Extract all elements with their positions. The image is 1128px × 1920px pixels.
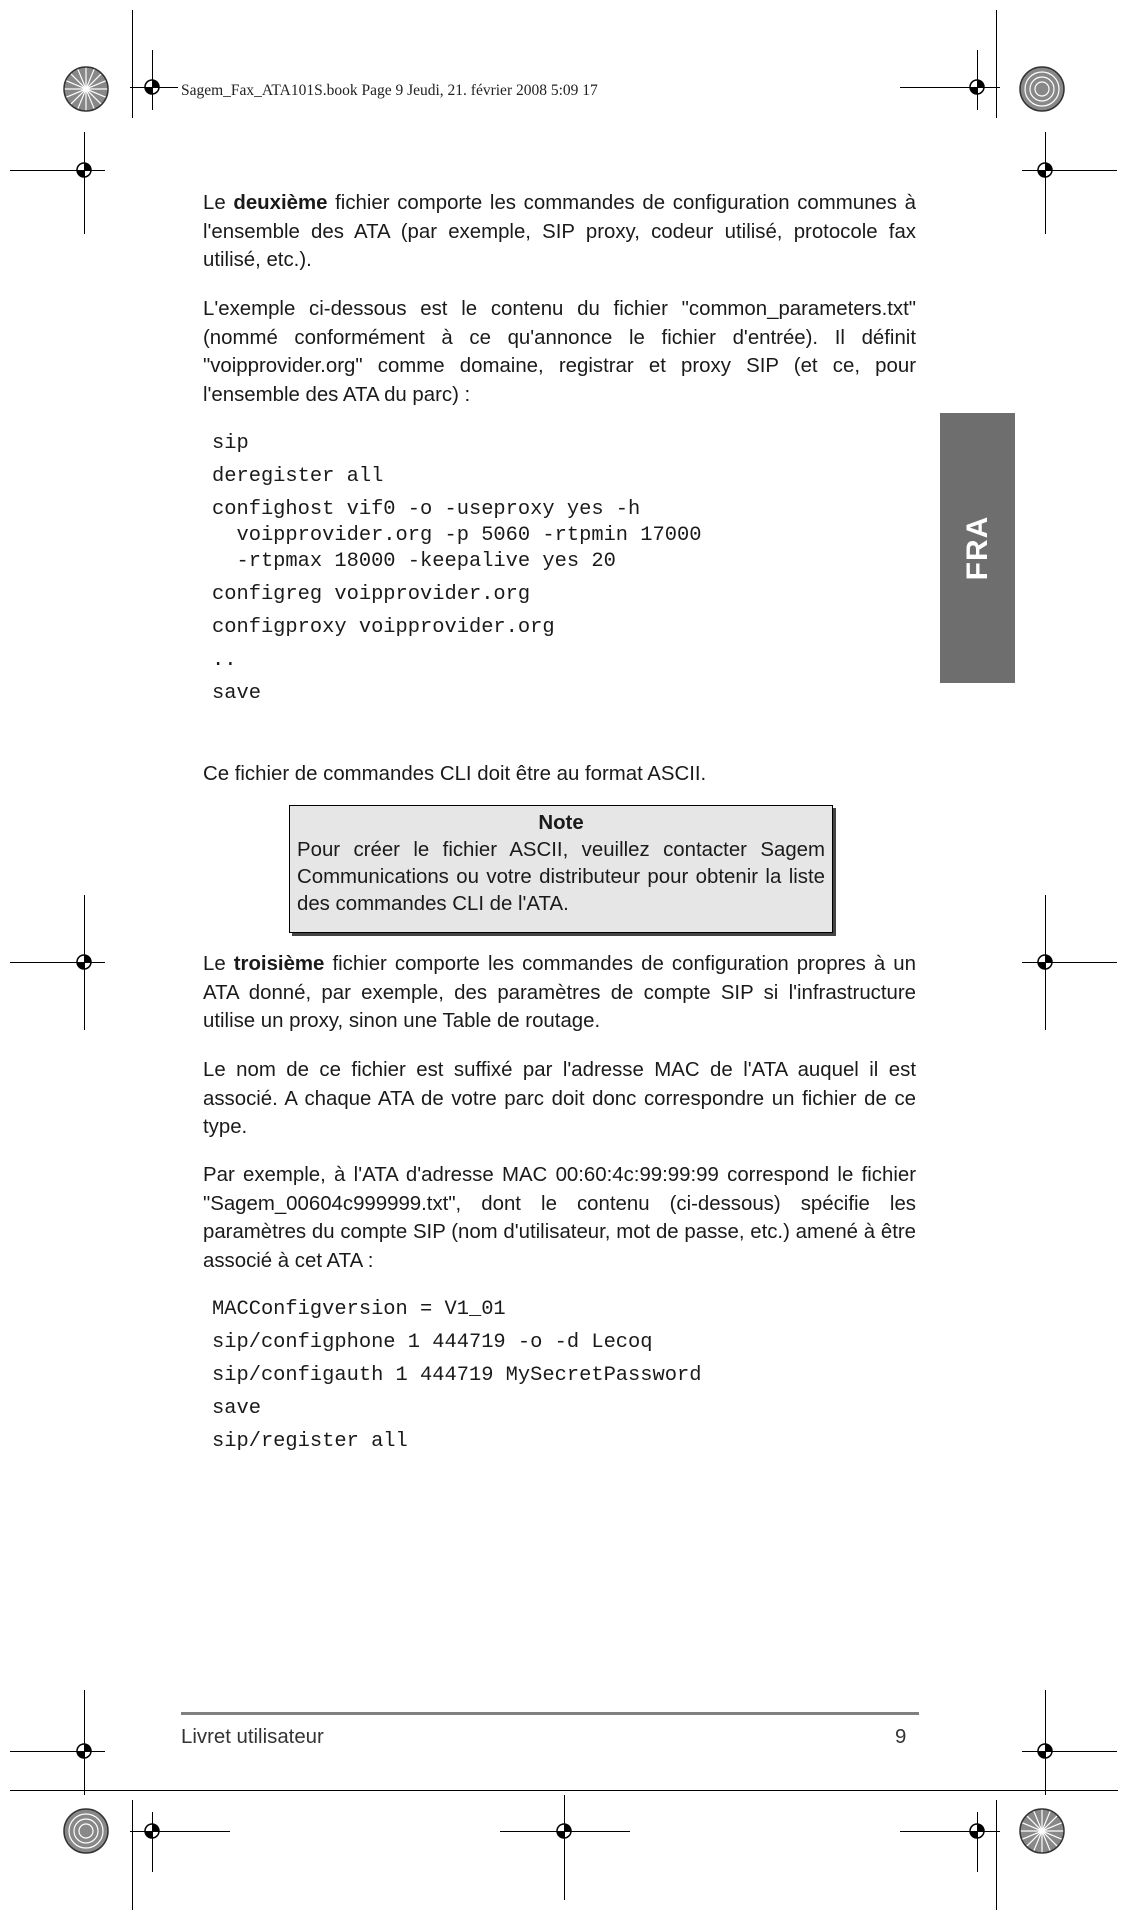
code-line: configreg voipprovider.org (212, 583, 531, 606)
page-number: 9 (895, 1726, 907, 1748)
code-line: save (212, 682, 261, 705)
language-tab-label: FRA (960, 515, 994, 581)
code-line: sip/configauth 1 444719 MySecretPassword (212, 1364, 702, 1387)
bold-ordinal: deuxième (233, 192, 328, 214)
registration-rosette-icon (61, 1806, 111, 1856)
code-line: -rtpmax 18000 -keepalive yes 20 (212, 550, 616, 573)
code-line: sip/register all (212, 1430, 408, 1453)
code-block-common (212, 431, 701, 707)
code-line: sip (212, 432, 249, 455)
code-line: sip/configphone 1 444719 -o -d Lecoq (212, 1331, 653, 1354)
code-line: MACConfigversion = V1_01 (212, 1298, 506, 1321)
code-line: deregister all (212, 465, 384, 488)
registration-rosette-icon (1017, 64, 1067, 114)
note-box (289, 805, 833, 933)
paragraph-mac-example: Par exemple, à l'ATA d'adresse MAC 00:60:4c:99:99:99 correspond le fichier "Sagem_00604c999999.txt", dont le contenu (ci-dessous) spécifie les paramètres du compte SIP (nom d'utilisateur, mot de passe, etc.) amené à être associé à cet ATA : (203, 1164, 916, 1272)
paragraph-second-file: Le deuxième fichier comporte les commandes de configuration communes à l'ensemble des ATA (par exemple, SIP proxy, codeur utilisé, protocole fax utilisé, etc.). (203, 192, 916, 271)
note-title: Note (538, 812, 584, 834)
code-line: confighost vif0 -o -useproxy yes -h (212, 498, 641, 521)
code-line: voipprovider.org -p 5060 -rtpmin 17000 (212, 524, 702, 547)
note-body: Pour créer le fichier ASCII, veuillez contacter Sagem Communications ou votre distributeur pour obtenir la liste des commandes CLI de l'ATA. (297, 839, 825, 915)
language-side-tab (940, 413, 1015, 683)
code-block-mac (212, 1297, 701, 1455)
code-line: save (212, 1397, 261, 1420)
paragraph-example-common: L'exemple ci-dessous est le contenu du fichier "common_parameters.txt" (nommé conformément à ce qu'annonce le fichier d'entrée). Il définit "voipprovider.org" comme domaine, registrar et proxy SIP (et ce, pour l'ensemble des ATA du parc) : (203, 298, 916, 406)
footer-title: Livret utilisateur (181, 1726, 324, 1748)
paragraph-mac-suffix: Le nom de ce fichier est suffixé par l'adresse MAC de l'ATA auquel il est associé. A chaque ATA de votre parc doit donc correspondre un fichier de ce type. (203, 1059, 916, 1138)
code-line: configproxy voipprovider.org (212, 616, 555, 639)
paragraph-ascii-format: Ce fichier de commandes CLI doit être au format ASCII. (203, 763, 707, 785)
registration-rosette-icon (61, 64, 111, 114)
code-line: .. (212, 649, 237, 672)
footer-rule (181, 1712, 919, 1715)
registration-rosette-icon (1017, 1806, 1067, 1856)
book-header-info: Sagem_Fax_ATA101S.book Page 9 Jeudi, 21. février 2008 5:09 17 (181, 82, 598, 99)
paragraph-third-file: Le troisième fichier comporte les commandes de configuration propres à un ATA donné, par exemple, des paramètres de compte SIP si l'infrastructure utilise un proxy, sinon une Table de routage. (203, 953, 916, 1032)
bold-ordinal: troisième (233, 953, 325, 975)
